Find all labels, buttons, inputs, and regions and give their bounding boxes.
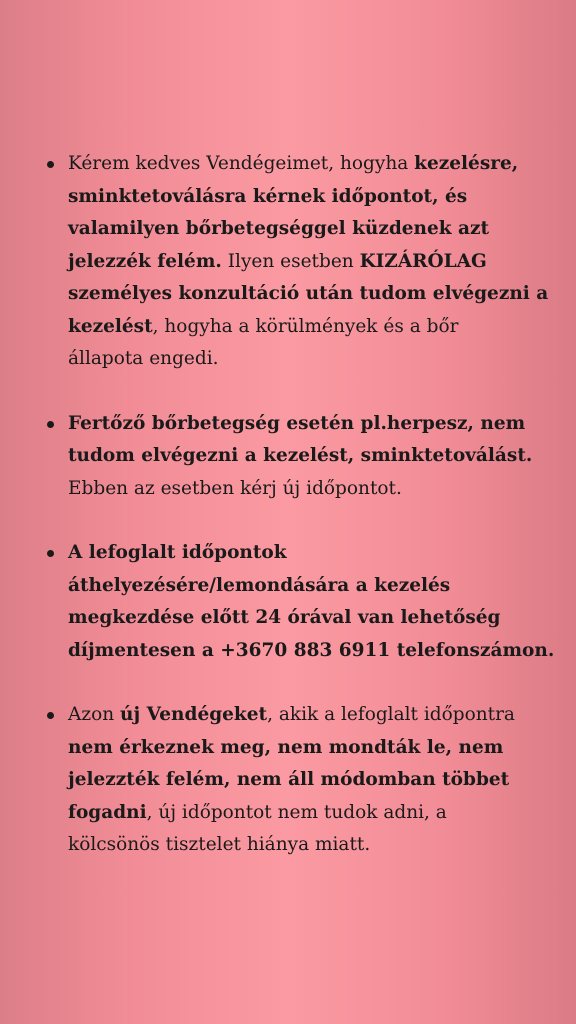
text-run-bold: sminktetoválásra kérnek időpontot, és [68,185,468,207]
text-line [68,246,556,279]
text-line [68,537,556,570]
text-line [68,213,556,246]
text-line [68,148,556,181]
text-run-bold: áthelyezésére/lemondására a kezelés [68,574,451,596]
notice-list [0,148,576,894]
text-run-bold: jelezzték felém, nem áll módomban többet [68,769,510,790]
text-run-bold: Fertőző bőrbetegség esetén pl.herpesz, nem [68,412,526,434]
text-line [68,311,556,344]
text-line [68,278,556,311]
text-run-bold: jelezzék felém. [68,250,222,272]
text-line [68,699,556,732]
text-run: , új időpontot nem tudok adni, a [146,801,447,823]
text-run: állapota engedi. [68,348,219,369]
notice-item-health-condition [0,148,576,376]
text-line [68,602,556,635]
text-run: Ilyen esetben [221,250,360,272]
text-line [68,440,556,473]
notice-item-no-show-policy [0,699,576,862]
text-run: kölcsönös tisztelet hiánya miatt. [68,834,371,855]
notice-item-infectious-disease [0,408,576,506]
text-run: , hogyha a körülmények és a bőr [152,315,459,337]
text-run-bold: kezelésre, [414,153,519,174]
text-line [68,408,556,441]
text-run-bold: KIZÁRÓLAG [359,250,487,272]
bullet-icon [47,421,54,428]
bullet-icon [47,550,54,557]
text-run-bold: tudom elvégezni a kezelést, sminktetoválást. [68,445,533,466]
bullet-icon [47,712,54,719]
text-line [68,570,556,603]
text-run-bold: új Vendégeket [120,704,268,725]
notice-item-rescheduling [0,537,576,667]
text-run: Kérem kedves Vendégeimet, hogyha [68,153,415,174]
text-run-bold: személyes konzultáció után tudom elvégezni a [68,283,549,304]
text-run-bold: megkezdése előtt 24 órával van lehetőség [68,607,501,628]
text-run-bold: A lefoglalt időpontok [68,542,287,563]
text-line [68,797,556,830]
text-run: , akik a lefoglalt időpontra [267,704,515,725]
text-run-bold: fogadni [68,801,147,823]
text-line [68,343,556,376]
text-run-bold: nem érkeznek meg, nem mondták le, nem [68,736,504,758]
text-run-bold: kezelést [68,315,153,337]
text-run-bold: valamilyen bőrbetegséggel küzdenek azt [68,218,490,239]
text-line [68,829,556,862]
text-line [68,181,556,214]
text-line [68,732,556,765]
text-run-bold: díjmentesen a +3670 883 6911 telefonszámon. [68,639,555,661]
text-run: Azon [68,704,121,725]
bullet-icon [47,161,54,168]
text-line [68,764,556,797]
text-line [68,635,556,668]
text-line [68,473,556,506]
text-run: Ebben az esetben kérj új időpontot. [68,477,402,499]
